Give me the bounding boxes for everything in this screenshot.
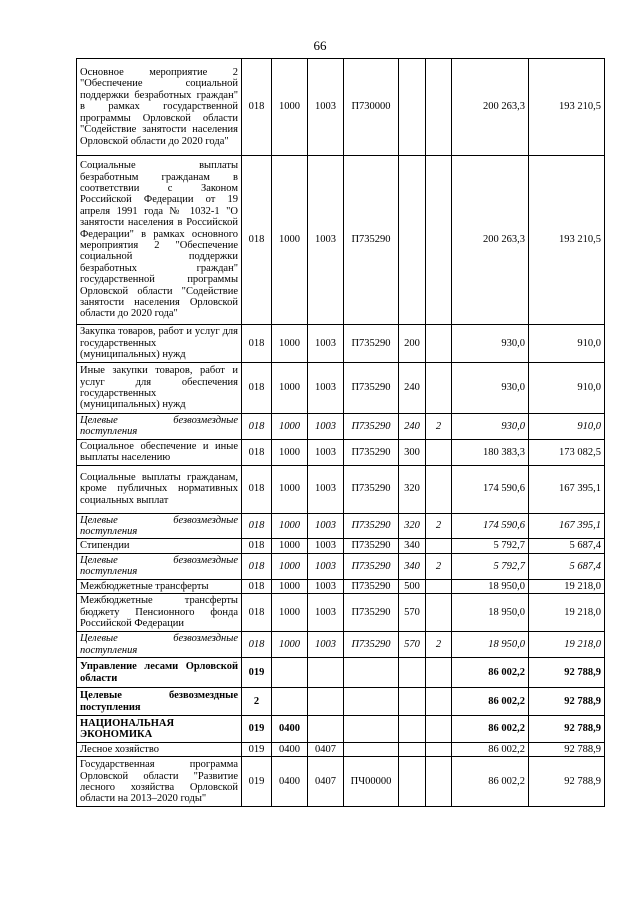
rz-cell: 1000 (272, 579, 308, 593)
amount-year1-cell: 180 383,3 (452, 439, 529, 465)
page-number: 66 (313, 38, 327, 53)
gr-cell: 018 (242, 363, 272, 414)
table-row (77, 553, 605, 579)
vr-cell: 570 (399, 594, 426, 632)
row-name-cell: Лесное хозяйство (77, 743, 242, 757)
rz-cell: 0400 (272, 757, 308, 807)
pr-cell: 0407 (308, 757, 344, 807)
amount-year1-cell: 930,0 (452, 414, 529, 440)
pr-cell: 1003 (308, 594, 344, 632)
gr-cell: 018 (242, 579, 272, 593)
gr-cell: 019 (242, 757, 272, 807)
amount-year1-cell: 5 792,7 (452, 539, 529, 553)
source-cell (426, 658, 452, 688)
source-cell: 2 (426, 414, 452, 440)
pr-cell: 1003 (308, 553, 344, 579)
row-name-cell: Закупка товаров, работ и услуг для государственных (муниципальных) нужд (77, 325, 242, 363)
rz-cell: 1000 (272, 539, 308, 553)
pr-cell: 1003 (308, 325, 344, 363)
vr-cell: 320 (399, 465, 426, 513)
row-name-cell: Целевые безвозмездные поступления (77, 632, 242, 658)
csr-cell (344, 743, 399, 757)
rz-cell (272, 658, 308, 688)
csr-cell: П735290 (344, 465, 399, 513)
table-row (77, 439, 605, 465)
amount-year2-cell: 92 788,9 (529, 716, 605, 743)
rz-cell: 1000 (272, 465, 308, 513)
vr-cell (399, 743, 426, 757)
pr-cell: 1003 (308, 414, 344, 440)
table-row (77, 594, 605, 632)
amount-year1-cell: 18 950,0 (452, 579, 529, 593)
amount-year1-cell: 930,0 (452, 363, 529, 414)
source-cell (426, 688, 452, 716)
row-name-cell: НАЦИОНАЛЬНАЯ ЭКОНОМИКА (77, 716, 242, 743)
rz-cell: 1000 (272, 59, 308, 156)
amount-year2-cell: 92 788,9 (529, 743, 605, 757)
row-name-cell: Межбюджетные трансферты бюджету Пенсионного фонда Российской Федерации (77, 594, 242, 632)
gr-cell: 018 (242, 439, 272, 465)
source-cell (426, 465, 452, 513)
pr-cell: 1003 (308, 513, 344, 539)
rz-cell: 1000 (272, 363, 308, 414)
source-cell (426, 156, 452, 325)
pr-cell: 1003 (308, 539, 344, 553)
table-row (77, 539, 605, 553)
gr-cell: 018 (242, 414, 272, 440)
amount-year1-cell: 18 950,0 (452, 594, 529, 632)
amount-year1-cell: 86 002,2 (452, 743, 529, 757)
source-cell (426, 363, 452, 414)
gr-cell: 018 (242, 156, 272, 325)
gr-cell: 019 (242, 743, 272, 757)
source-cell (426, 539, 452, 553)
csr-cell: П735290 (344, 363, 399, 414)
csr-cell: П735290 (344, 579, 399, 593)
amount-year2-cell: 92 788,9 (529, 658, 605, 688)
rz-cell: 1000 (272, 414, 308, 440)
pr-cell: 1003 (308, 363, 344, 414)
amount-year2-cell: 19 218,0 (529, 579, 605, 593)
gr-cell: 019 (242, 716, 272, 743)
csr-cell: П735290 (344, 553, 399, 579)
amount-year2-cell: 910,0 (529, 414, 605, 440)
source-cell (426, 757, 452, 807)
vr-cell (399, 156, 426, 325)
rz-cell: 1000 (272, 632, 308, 658)
gr-cell: 018 (242, 59, 272, 156)
rz-cell: 1000 (272, 325, 308, 363)
pr-cell (308, 716, 344, 743)
gr-cell: 018 (242, 594, 272, 632)
amount-year1-cell: 5 792,7 (452, 553, 529, 579)
row-name-cell: Иные закупки товаров, работ и услуг для обеспечения государственных (муниципальных) нужд (77, 363, 242, 414)
rz-cell: 1000 (272, 156, 308, 325)
pr-cell (308, 658, 344, 688)
amount-year2-cell: 19 218,0 (529, 632, 605, 658)
vr-cell (399, 658, 426, 688)
rz-cell: 1000 (272, 553, 308, 579)
csr-cell: ПЧ00000 (344, 757, 399, 807)
source-cell (426, 579, 452, 593)
row-name-cell: Социальное обеспечение и иные выплаты населению (77, 439, 242, 465)
gr-cell: 018 (242, 465, 272, 513)
pr-cell: 1003 (308, 439, 344, 465)
amount-year1-cell: 200 263,3 (452, 59, 529, 156)
gr-cell: 018 (242, 325, 272, 363)
csr-cell: П735290 (344, 539, 399, 553)
pr-cell: 1003 (308, 632, 344, 658)
row-name-cell: Государственная программа Орловской области "Развитие лесного хозяйства Орловской области на 2013–2020 годы" (77, 757, 242, 807)
table-row (77, 325, 605, 363)
table-row (77, 414, 605, 440)
amount-year1-cell: 86 002,2 (452, 757, 529, 807)
vr-cell: 240 (399, 414, 426, 440)
source-cell: 2 (426, 513, 452, 539)
amount-year2-cell: 193 210,5 (529, 156, 605, 325)
pr-cell: 1003 (308, 59, 344, 156)
vr-cell: 340 (399, 553, 426, 579)
pr-cell: 0407 (308, 743, 344, 757)
amount-year1-cell: 86 002,2 (452, 688, 529, 716)
csr-cell: П735290 (344, 594, 399, 632)
rz-cell: 0400 (272, 716, 308, 743)
gr-cell: 019 (242, 658, 272, 688)
row-name-cell: Социальные выплаты гражданам, кроме публичных нормативных социальных выплат (77, 465, 242, 513)
row-name-cell: Социальные выплаты безработным гражданам в соответствии с Законом Российской Федерации от 19 апреля 1991 года № 1032-1 "О занятости населения в Российской Федерации" в рамках основного мероприятия 2 "Обеспечение социальной поддержки безработных граждан" государственной программы Орловской области "Содействие занятости населения Орловской области до 2020 года" (77, 156, 242, 325)
table-row (77, 757, 605, 807)
gr-cell: 2 (242, 688, 272, 716)
row-name-cell: Целевые безвозмездные поступления (77, 688, 242, 716)
rz-cell: 1000 (272, 594, 308, 632)
table-row (77, 658, 605, 688)
amount-year1-cell: 930,0 (452, 325, 529, 363)
amount-year1-cell: 174 590,6 (452, 513, 529, 539)
csr-cell (344, 716, 399, 743)
gr-cell: 018 (242, 553, 272, 579)
source-cell (426, 594, 452, 632)
vr-cell: 570 (399, 632, 426, 658)
table-row (77, 465, 605, 513)
amount-year2-cell: 910,0 (529, 325, 605, 363)
csr-cell: П730000 (344, 59, 399, 156)
amount-year2-cell: 19 218,0 (529, 594, 605, 632)
row-name-cell: Стипендии (77, 539, 242, 553)
vr-cell: 200 (399, 325, 426, 363)
csr-cell: П735290 (344, 632, 399, 658)
table-row (77, 743, 605, 757)
vr-cell: 500 (399, 579, 426, 593)
csr-cell: П735290 (344, 325, 399, 363)
table-row (77, 688, 605, 716)
source-cell: 2 (426, 553, 452, 579)
gr-cell: 018 (242, 632, 272, 658)
gr-cell: 018 (242, 539, 272, 553)
table-row (77, 59, 605, 156)
table-row (77, 632, 605, 658)
source-cell (426, 716, 452, 743)
vr-cell (399, 716, 426, 743)
amount-year2-cell: 193 210,5 (529, 59, 605, 156)
pr-cell: 1003 (308, 579, 344, 593)
amount-year2-cell: 173 082,5 (529, 439, 605, 465)
row-name-cell: Основное мероприятие 2 "Обеспечение социальной поддержки безработных граждан" в рамках государственной программы Орловской области "Содействие занятости населения Орловской области до 2020 года" (77, 59, 242, 156)
csr-cell (344, 658, 399, 688)
vr-cell: 240 (399, 363, 426, 414)
csr-cell: П735290 (344, 414, 399, 440)
pr-cell (308, 688, 344, 716)
vr-cell (399, 688, 426, 716)
table-row (77, 156, 605, 325)
source-cell (426, 59, 452, 156)
amount-year2-cell: 167 395,1 (529, 465, 605, 513)
pr-cell: 1003 (308, 465, 344, 513)
amount-year2-cell: 92 788,9 (529, 688, 605, 716)
table-row (77, 716, 605, 743)
vr-cell: 340 (399, 539, 426, 553)
csr-cell: П735290 (344, 513, 399, 539)
row-name-cell: Целевые безвозмездные поступления (77, 513, 242, 539)
source-cell (426, 439, 452, 465)
table-row (77, 363, 605, 414)
source-cell (426, 325, 452, 363)
csr-cell: П735290 (344, 439, 399, 465)
amount-year2-cell: 167 395,1 (529, 513, 605, 539)
csr-cell (344, 688, 399, 716)
pr-cell: 1003 (308, 156, 344, 325)
row-name-cell: Целевые безвозмездные поступления (77, 414, 242, 440)
amount-year1-cell: 86 002,2 (452, 716, 529, 743)
vr-cell (399, 59, 426, 156)
table-row (77, 513, 605, 539)
amount-year2-cell: 5 687,4 (529, 553, 605, 579)
source-cell (426, 743, 452, 757)
rz-cell (272, 688, 308, 716)
amount-year1-cell: 174 590,6 (452, 465, 529, 513)
row-name-cell: Управление лесами Орловской области (77, 658, 242, 688)
rz-cell: 1000 (272, 513, 308, 539)
table-row (77, 579, 605, 593)
row-name-cell: Межбюджетные трансферты (77, 579, 242, 593)
vr-cell: 320 (399, 513, 426, 539)
rz-cell: 1000 (272, 439, 308, 465)
amount-year2-cell: 92 788,9 (529, 757, 605, 807)
budget-table (76, 58, 605, 807)
source-cell: 2 (426, 632, 452, 658)
csr-cell: П735290 (344, 156, 399, 325)
vr-cell: 300 (399, 439, 426, 465)
vr-cell (399, 757, 426, 807)
row-name-cell: Целевые безвозмездные поступления (77, 553, 242, 579)
amount-year1-cell: 200 263,3 (452, 156, 529, 325)
rz-cell: 0400 (272, 743, 308, 757)
amount-year1-cell: 18 950,0 (452, 632, 529, 658)
gr-cell: 018 (242, 513, 272, 539)
amount-year2-cell: 5 687,4 (529, 539, 605, 553)
amount-year2-cell: 910,0 (529, 363, 605, 414)
amount-year1-cell: 86 002,2 (452, 658, 529, 688)
